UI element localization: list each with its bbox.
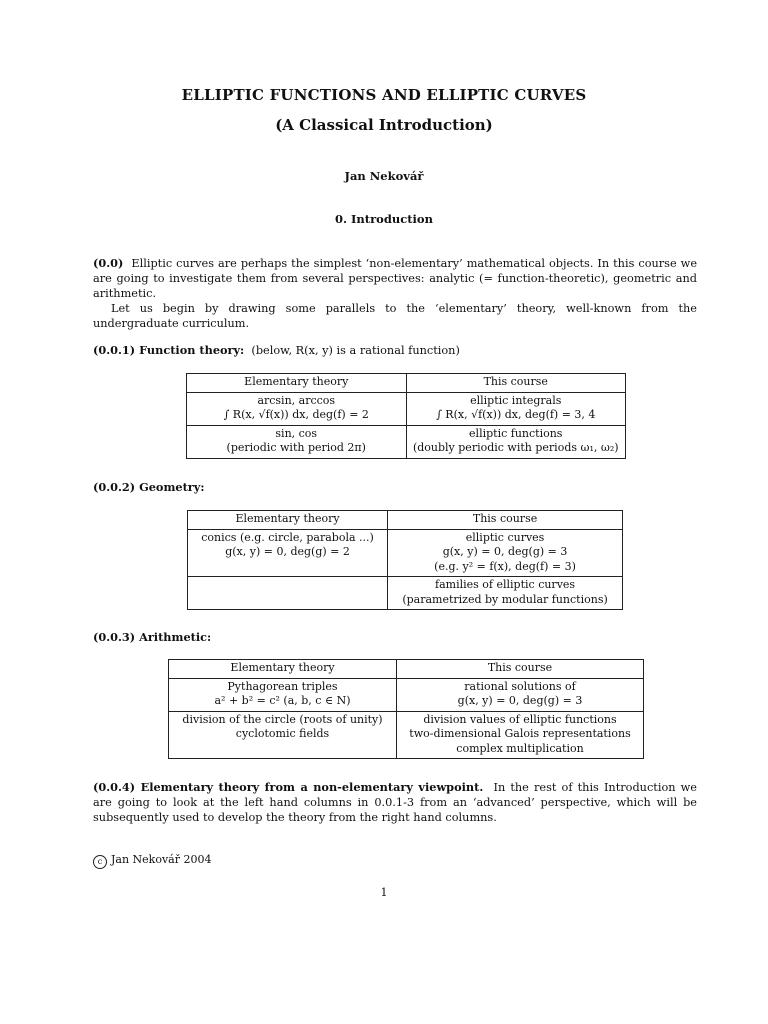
table-cell: elliptic functions xyxy=(469,426,563,440)
copyright-text: Jan Nekovář 2004 xyxy=(111,853,212,866)
copyright-icon: c xyxy=(93,855,107,869)
function-theory-note: (below, R(x, y) is a rational function) xyxy=(251,344,460,357)
table-cell: arcsin, arccos xyxy=(257,393,336,407)
table-cell: g(x, y) = 0, deg(g) = 3 xyxy=(457,694,583,707)
table-cell: g(x, y) = 0, deg(g) = 2 xyxy=(225,545,350,558)
table-cell: complex multiplication xyxy=(456,741,584,755)
table-cell: g(x, y) = 0, deg(g) = 3 xyxy=(442,545,568,558)
nonelementary-text: In the rest of this Introduction we are going to look at the left hand columns in 0.0.1-3 from an ‘advanced’ perspective, which will be subsequently used to develop the theory from the right hand columns. xyxy=(93,781,697,824)
paper-subtitle: (A Classical Introduction) xyxy=(275,116,493,134)
table-row xyxy=(187,425,626,458)
nonelementary-heading: (0.0.4) Elementary theory from a non-elementary viewpoint. xyxy=(93,780,484,794)
table-cell: ∫ R(x, √f(x)) dx, deg(f) = 2 xyxy=(223,408,369,421)
function-theory-table xyxy=(186,373,626,459)
table-cell: rational solutions of xyxy=(464,679,576,693)
table-cell: sin, cos xyxy=(275,426,318,440)
table-header: Elementary theory xyxy=(169,660,397,679)
table-header: This course xyxy=(406,374,626,393)
arithmetic-heading: (0.0.3) Arithmetic: xyxy=(93,630,212,644)
table-row xyxy=(169,678,644,711)
table-cell: ∫ R(x, √f(x)) dx, deg(f) = 3, 4 xyxy=(436,408,596,421)
table-row xyxy=(187,392,626,425)
intro-paragraph xyxy=(93,256,697,301)
table-cell: Pythagorean triples xyxy=(227,679,338,693)
table-cell: (e.g. y² = f(x), deg(f) = 3) xyxy=(434,559,576,573)
arithmetic-heading-line xyxy=(93,630,697,645)
table-cell: a² + b² = c² (a, b, c ∈ N) xyxy=(214,694,351,707)
intro-paragraph-2: Let us begin by drawing some parallels to the ‘elementary’ theory, well-known from the undergraduate curriculum. xyxy=(93,302,697,330)
table-cell: two-dimensional Galois representations xyxy=(409,727,631,740)
geometry-heading: (0.0.2) Geometry: xyxy=(93,480,205,494)
function-theory-heading: (0.0.1) Function theory: xyxy=(93,343,245,357)
table-header: This course xyxy=(397,660,644,679)
table-cell: (parametrized by modular functions) xyxy=(402,592,608,606)
table-cell: cyclotomic fields xyxy=(235,727,330,740)
table-header: Elementary theory xyxy=(187,374,407,393)
table-cell: elliptic integrals xyxy=(470,393,562,407)
table-header: This course xyxy=(388,511,623,530)
table-row xyxy=(188,577,623,610)
intro-text-1: Elliptic curves are perhaps the simplest ‘non-elementary’ mathematical objects. In this course we are going to investigate them from several perspectives: analytic (= function-theoretic), geometric and arithmetic. xyxy=(93,257,698,300)
table-header: Elementary theory xyxy=(188,511,388,530)
table-cell: (doubly periodic with periods ω₁, ω₂) xyxy=(412,441,619,454)
table-row xyxy=(188,529,623,577)
function-theory-heading-line xyxy=(93,343,697,358)
table-cell: conics (e.g. circle, parabola ...) xyxy=(201,530,374,544)
empty-cell xyxy=(188,577,388,610)
table-cell: division values of elliptic functions xyxy=(423,712,617,726)
geometry-heading-line xyxy=(93,480,697,495)
intro-label: (0.0) xyxy=(93,256,124,270)
nonelementary-paragraph xyxy=(93,780,697,825)
copyright-line xyxy=(93,853,212,869)
table-cell: (periodic with period 2π) xyxy=(226,441,366,454)
arithmetic-table xyxy=(168,659,644,759)
table-cell: elliptic curves xyxy=(465,530,545,544)
page-number: 1 xyxy=(380,886,388,899)
geometry-table xyxy=(187,510,623,610)
paper-title: ELLIPTIC FUNCTIONS AND ELLIPTIC CURVES xyxy=(181,86,587,104)
table-cell: families of elliptic curves xyxy=(435,578,576,591)
section-title: 0. Introduction xyxy=(335,212,433,226)
author-name: Jan Nekovář xyxy=(344,169,424,183)
table-row xyxy=(169,711,644,759)
table-cell: division of the circle (roots of unity) xyxy=(182,712,383,726)
